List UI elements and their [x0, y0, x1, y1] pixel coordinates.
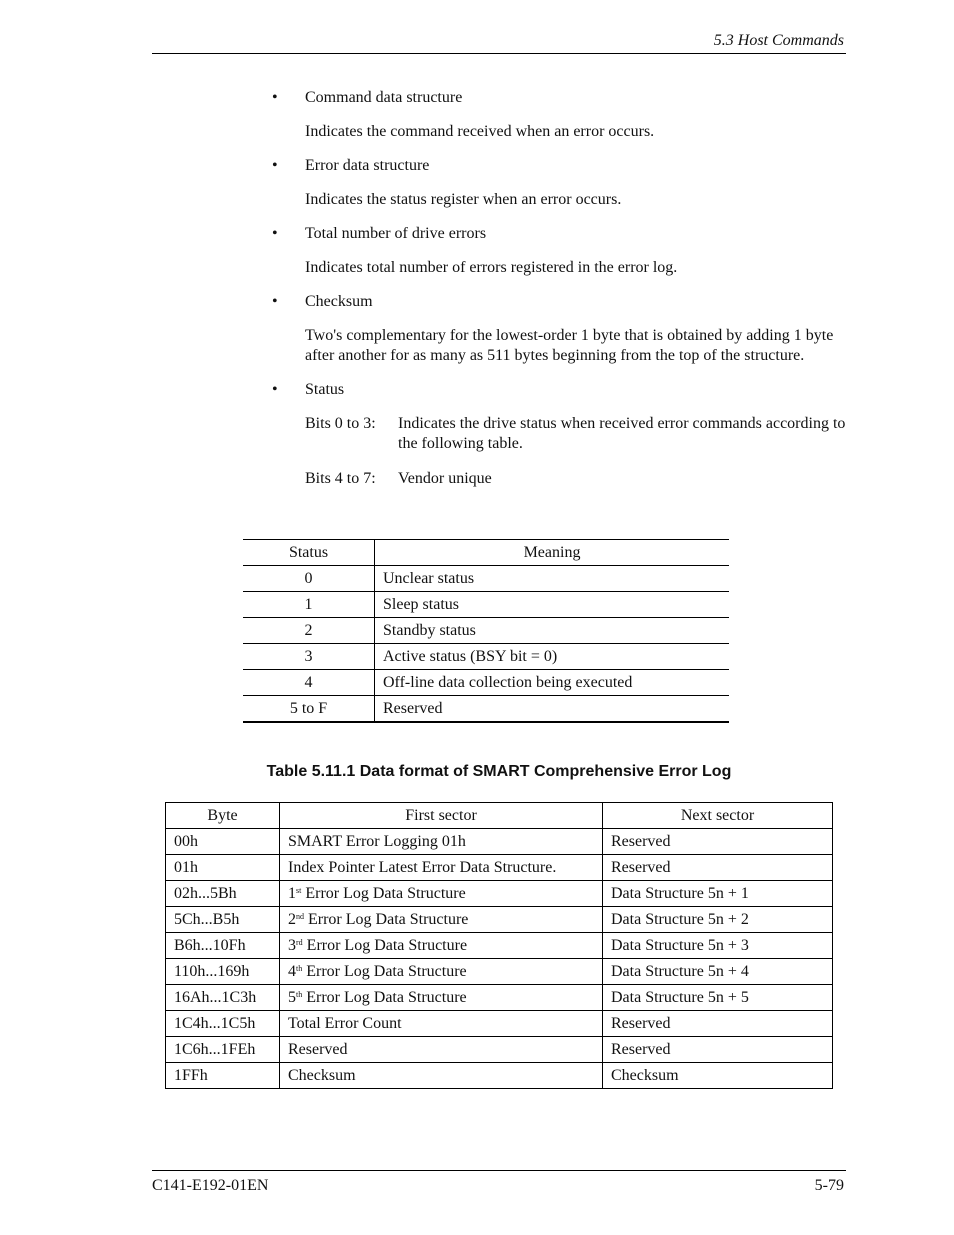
table-row — [166, 907, 833, 933]
status-meaning: Off-line data collection being executed — [375, 670, 730, 696]
status-table — [243, 539, 729, 723]
byte-cell: 16Ah...1C3h — [166, 985, 280, 1011]
next-sector-cell: Reserved — [603, 1011, 833, 1037]
bits-label: Bits 4 to 7: — [305, 470, 376, 487]
bullet-icon: • — [272, 157, 278, 174]
table-row — [166, 881, 833, 907]
footer-rule — [152, 1170, 846, 1171]
next-sector-cell: Data Structure 5n + 1 — [603, 881, 833, 907]
byte-cell: B6h...10Fh — [166, 933, 280, 959]
status-code: 1 — [243, 592, 375, 618]
field-description-list — [272, 88, 847, 504]
first-sector-text: Error Log Data Structure — [301, 884, 466, 902]
next-sector-cell: Data Structure 5n + 5 — [603, 985, 833, 1011]
table-caption: Table 5.11.1 Data format of SMART Comprehensive Error Log — [266, 763, 732, 780]
table-row — [243, 644, 729, 670]
ordinal-suffix: th — [296, 989, 303, 999]
bits-text: Vendor unique — [398, 470, 492, 487]
status-bits-row — [272, 414, 847, 454]
byte-cell: 1FFh — [166, 1063, 280, 1089]
first-sector-cell — [280, 959, 603, 985]
byte-cell: 110h...169h — [166, 959, 280, 985]
bullet-icon: • — [272, 225, 278, 242]
ordinal-suffix: st — [296, 885, 302, 895]
first-sector-text: Error Log Data Structure — [302, 988, 467, 1006]
bullet-icon: • — [272, 381, 278, 398]
first-sector-cell: Reserved — [280, 1037, 603, 1063]
ordinal-number: 2 — [288, 910, 296, 928]
table-row — [166, 829, 833, 855]
list-item — [272, 88, 847, 142]
table-row — [243, 566, 729, 592]
next-sector-cell: Checksum — [603, 1063, 833, 1089]
status-meaning: Unclear status — [375, 566, 730, 592]
next-sector-cell: Data Structure 5n + 3 — [603, 933, 833, 959]
column-header: Next sector — [603, 803, 833, 829]
running-header: 5.3 Host Commands — [713, 32, 844, 49]
first-sector-cell — [280, 985, 603, 1011]
status-code: 0 — [243, 566, 375, 592]
status-bits-row — [272, 469, 847, 489]
first-sector-text: Error Log Data Structure — [302, 936, 468, 954]
byte-cell: 1C4h...1C5h — [166, 1011, 280, 1037]
table-header-row — [243, 540, 729, 566]
next-sector-cell: Data Structure 5n + 4 — [603, 959, 833, 985]
status-code: 4 — [243, 670, 375, 696]
item-title: Error data structure — [305, 157, 430, 174]
item-title: Total number of drive errors — [305, 225, 487, 242]
table-row — [166, 1063, 833, 1089]
bits-text: Indicates the drive status when received error commands according to the following table. — [398, 415, 846, 452]
list-item — [272, 156, 847, 210]
first-sector-cell — [280, 881, 603, 907]
list-item — [272, 380, 847, 489]
status-meaning: Active status (BSY bit = 0) — [375, 644, 730, 670]
page-number: 5-79 — [814, 1177, 844, 1194]
item-description: Indicates total number of errors registered in the error log. — [305, 259, 678, 276]
first-sector-cell — [280, 907, 603, 933]
ordinal-number: 1 — [288, 884, 296, 902]
next-sector-cell: Reserved — [603, 855, 833, 881]
table-row — [243, 618, 729, 644]
column-header: Status — [243, 540, 375, 566]
table-row — [166, 1011, 833, 1037]
item-description: Indicates the status register when an error occurs. — [305, 191, 622, 208]
table-header-row — [166, 803, 833, 829]
first-sector-text: Error Log Data Structure — [304, 910, 469, 928]
bits-label: Bits 0 to 3: — [305, 415, 376, 432]
byte-cell: 00h — [166, 829, 280, 855]
item-title: Checksum — [305, 293, 373, 310]
bullet-icon: • — [272, 89, 278, 106]
byte-cell: 02h...5Bh — [166, 881, 280, 907]
item-description: Two's complementary for the lowest-order 1 byte that is obtained by adding 1 byte after another for as many as 511 bytes beginning from the top of the structure. — [305, 327, 834, 364]
ordinal-suffix: th — [296, 963, 303, 973]
table-row — [166, 1037, 833, 1063]
ordinal-suffix: nd — [296, 911, 304, 921]
byte-cell: 01h — [166, 855, 280, 881]
status-code: 3 — [243, 644, 375, 670]
ordinal-number: 3 — [288, 936, 296, 954]
ordinal-suffix: rd — [296, 937, 303, 947]
ordinal-number: 4 — [288, 962, 296, 980]
ordinal-number: 5 — [288, 988, 296, 1006]
byte-cell: 5Ch...B5h — [166, 907, 280, 933]
first-sector-cell: Checksum — [280, 1063, 603, 1089]
first-sector-cell: SMART Error Logging 01h — [280, 829, 603, 855]
status-code: 2 — [243, 618, 375, 644]
next-sector-cell: Reserved — [603, 1037, 833, 1063]
table-row — [166, 933, 833, 959]
list-item — [272, 292, 847, 366]
first-sector-cell — [280, 933, 603, 959]
item-title: Command data structure — [305, 89, 463, 106]
header-rule — [152, 53, 846, 54]
table-row — [166, 959, 833, 985]
column-header: Byte — [166, 803, 280, 829]
status-meaning: Reserved — [375, 696, 730, 723]
smart-error-log-table — [165, 802, 833, 1089]
table-row — [243, 670, 729, 696]
first-sector-cell: Index Pointer Latest Error Data Structure. — [280, 855, 603, 881]
table-row — [166, 855, 833, 881]
column-header: First sector — [280, 803, 603, 829]
first-sector-cell: Total Error Count — [280, 1011, 603, 1037]
byte-cell: 1C6h...1FEh — [166, 1037, 280, 1063]
document-number: C141-E192-01EN — [152, 1177, 269, 1194]
column-header: Meaning — [375, 540, 730, 566]
status-code: 5 to F — [243, 696, 375, 723]
item-title: Status — [305, 381, 345, 398]
bullet-icon: • — [272, 293, 278, 310]
item-description: Indicates the command received when an error occurs. — [305, 123, 655, 140]
table-row — [243, 592, 729, 618]
table-row — [166, 985, 833, 1011]
status-meaning: Sleep status — [375, 592, 730, 618]
list-item — [272, 224, 847, 278]
status-meaning: Standby status — [375, 618, 730, 644]
next-sector-cell: Data Structure 5n + 2 — [603, 907, 833, 933]
next-sector-cell: Reserved — [603, 829, 833, 855]
first-sector-text: Error Log Data Structure — [302, 962, 467, 980]
table-row — [243, 696, 729, 723]
